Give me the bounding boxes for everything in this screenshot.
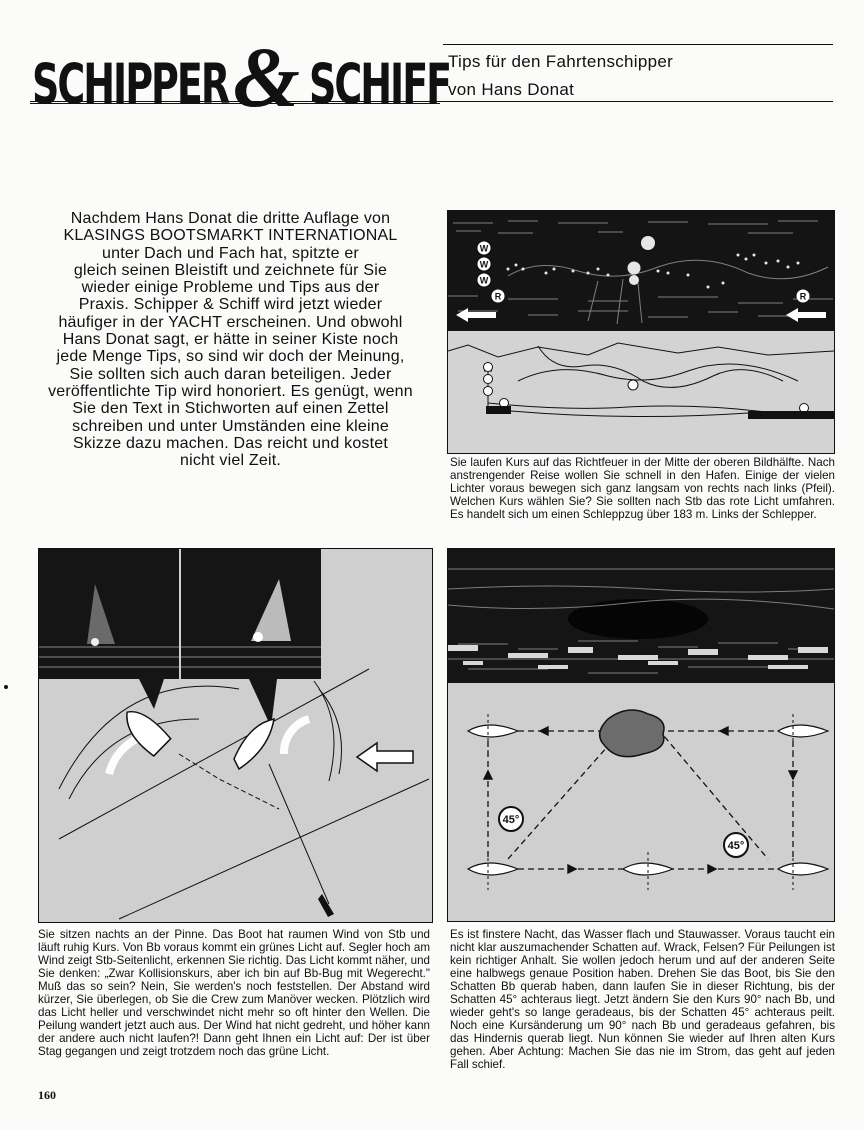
light-marker-w-2: [478, 258, 491, 271]
intro-line: veröffentlichte Tip wird honoriert. Es genügt, wenn: [48, 382, 413, 400]
bearing-badge-left: [499, 807, 523, 831]
light-marker-w-3: [478, 274, 491, 287]
intro-line: jede Menge Tips, so sind wir doch der Meinung,: [56, 348, 405, 366]
intro-line: Skizze dazu machen. Das reicht und kostet: [72, 434, 389, 452]
figure-caption-harbour-lights: Sie laufen Kurs auf das Richtfeuer in der Mitte der oberen Bildhälfte. Nach anstrengender Reise wollen Sie schnell in den Hafen. Einige der vielen Lichter voraus bewegen sich ganz langsam von rechts nach links (Pfeil). Welchen Kurs wählen Sie? Sie sollten nach Stb das rote Licht umfahren. Es handelt sich um einen Schleppzug über 183 m. Links der Schlepper.: [450, 456, 835, 522]
intro-line: Sie sollten sich auch daran beteiligen. Jeder: [69, 365, 392, 383]
logo-ampersand: &: [233, 29, 300, 125]
bearing-badge-right: [724, 833, 748, 857]
intro-line: unter Dach und Fach hat, spitzte er: [102, 244, 359, 262]
intro-line: Sie den Text in Stichworten auf einen Zettel: [72, 400, 389, 418]
figure-harbour-lights: [447, 210, 835, 454]
column-author: von Hans Donat: [448, 80, 575, 99]
light-label: W: [479, 259, 489, 270]
light-marker-w-1: [478, 242, 491, 255]
intro-line: KLASINGS BOOTSMARKT INTERNATIONAL: [63, 227, 398, 245]
intro-line: Nachdem Hans Donat die dritte Auflage von: [70, 210, 391, 227]
magazine-column-logo: [30, 29, 451, 125]
sailboat-collision-illustration: [39, 549, 432, 922]
column-subtitle: Tips für den Fahrtenschipper: [448, 52, 674, 71]
logo-word-schipper: SCHIPPER: [32, 52, 229, 116]
figure-shadow-detour: [447, 548, 835, 922]
light-marker-r-left: [492, 290, 505, 303]
bearing-label: 45°: [727, 840, 745, 852]
logo-word-schiff: SCHIFF: [309, 52, 451, 116]
light-label: W: [479, 243, 489, 254]
page-number: 160: [38, 1088, 56, 1102]
margin-dot: [4, 685, 8, 689]
intro-line: Hans Donat sagt, er hätte in seiner Kiste noch: [62, 331, 399, 349]
light-label: W: [479, 275, 489, 286]
intro-line: schreiben und unter Umständen eine kleine: [72, 417, 389, 435]
light-marker-r-right: [797, 290, 810, 303]
figure-caption-sailboat-collision: Sie sitzen nachts an der Pinne. Das Boot hat raumen Wind von Stb und läuft ruhig Kurs. Von Bb voraus kommt ein grünes Licht auf. Segler hoch am Wind zeigt Stb-Seitenlicht, erkennen Sie richtig. Das Licht kommt näher, und Sie denken: „Zwar Kollisionskurs, aber ich bin auf Bb-Bug mit Wegerecht." Muß das so sein? Nein, Sie werden's noch feststellen. Der Abstand wird kürzer, Sie überlegen, ob Sie die Crew zum Manöver wecken. Plötzlich wird das Licht heller und verschwindet nicht mehr so oft hinter den Wellen. Die Peilung wandert jetzt auch aus. Der Wind hat nicht gedreht, und höher kann der andere auch nicht laufen?! Dann geht Ihnen ein Licht auf: Der ist über Stag gegangen und zeigt trotzdem noch das grüne Licht.: [38, 928, 430, 1059]
header-rule-top: [443, 44, 833, 45]
figure-caption-shadow-detour: Es ist finstere Nacht, das Wasser flach und Stauwasser. Voraus taucht ein nicht klar auszumachender Schatten auf. Wrack, Felsen? Für Peilungen ist kein richtiger Anhalt. Sie wollen jedoch herum und auf der anderen Seite eine halbwegs genaue Position haben. Drehen Sie das Boot, bis Sie den Schatten Bb querab haben, dann laufen Sie in dieser Richtung, bis der Schatten 45° achteraus liegt. Jetzt ändern Sie den Kurs 90° nach Bb, und wieder geht's so lange geradeaus, bis der Schatten 45° achteraus peilt. Noch eine Kursänderung um 90° nach Bb und geradeaus gefahren, bis das Hindernis querab liegt. Nun können Sie wieder auf Ihren alten Kurs gehen. Aber Achtung: Machen Sie das nie im Strom, das geht auf jeden Fall schief.: [450, 928, 835, 1072]
bearing-label: 45°: [502, 814, 520, 826]
intro-line: wieder einige Probleme und Tips aus der: [81, 279, 380, 297]
light-label: R: [799, 291, 807, 302]
intro-line: gleich seinen Bleistift und zeichnete für Sie: [73, 261, 388, 279]
harbour-lights-illustration: [448, 211, 834, 453]
shadow-detour-illustration: [448, 549, 834, 921]
figure-sailboat-collision: [38, 548, 433, 923]
intro-line: nicht viel Zeit.: [179, 452, 281, 470]
intro-paragraph: [38, 210, 423, 469]
intro-line: Praxis. Schipper & Schiff wird jetzt wieder: [78, 296, 383, 314]
intro-line: häufiger in der YACHT erscheinen. Und obwohl: [58, 313, 403, 331]
light-label: R: [494, 291, 502, 302]
